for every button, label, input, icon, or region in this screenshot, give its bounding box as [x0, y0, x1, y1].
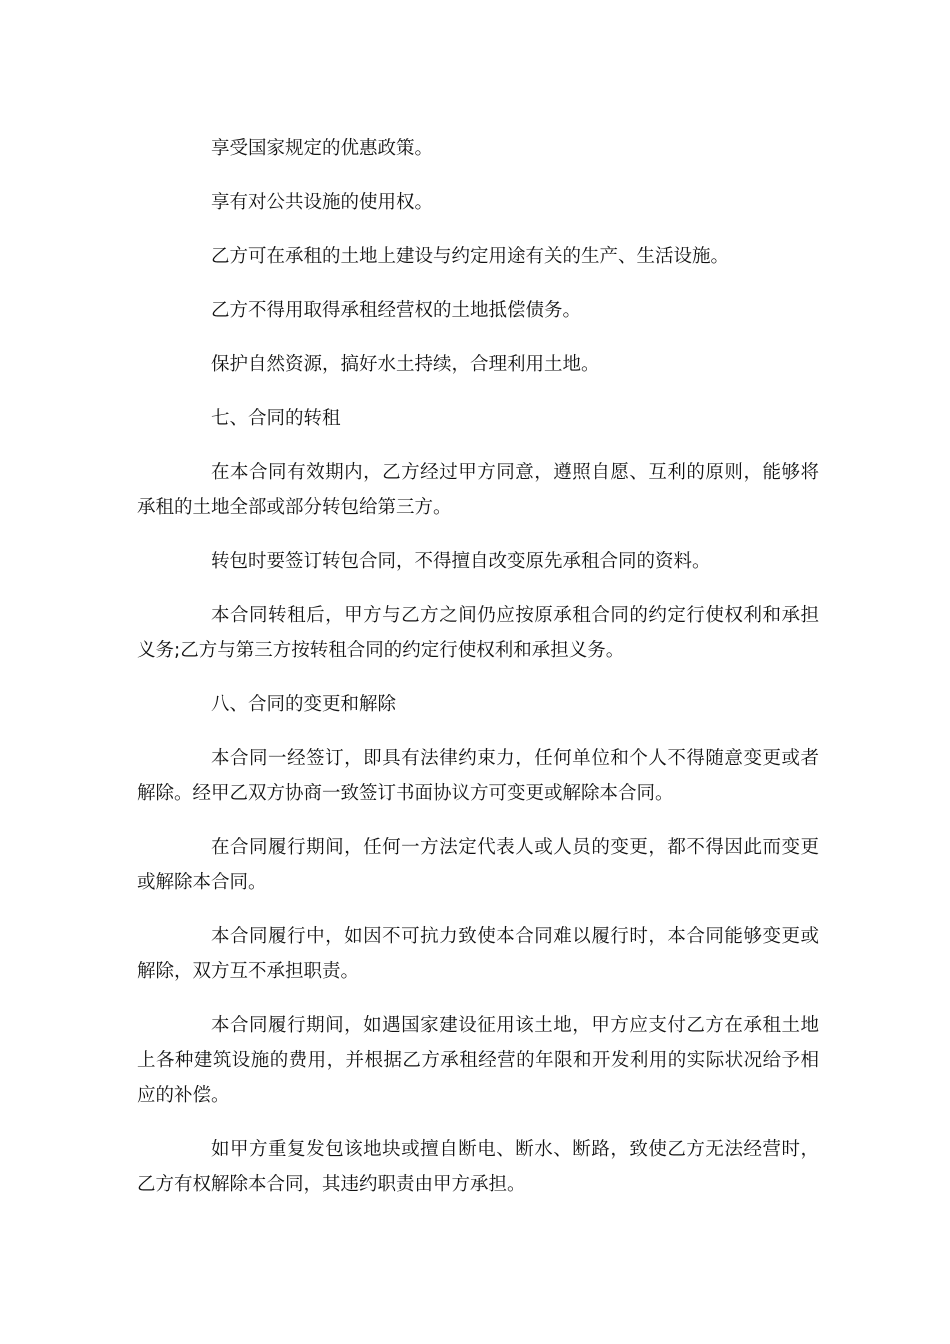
- paragraph-preferential-policy: 享受国家规定的优惠政策。: [211, 138, 434, 159]
- section-heading-sublease: 七、合同的转租: [211, 408, 341, 429]
- paragraph-sublease-permission: 在本合同有效期内，乙方经过甲方同意，遵照自愿、互利的原则，能够将承租的土地全部或部分转包给第三方。: [137, 462, 819, 518]
- paragraph-no-debt-offset: 乙方不得用取得承租经营权的土地抵偿债务。: [211, 300, 582, 321]
- section-heading-change-termination: 八、合同的变更和解除: [211, 694, 397, 715]
- paragraph-representative-change: 在合同履行期间，任何一方法定代表人或人员的变更，都不得因此而变更或解除本合同。: [137, 837, 819, 893]
- paragraph-force-majeure: 本合同履行中，如因不可抗力致使本合同难以履行时，本合同能够变更或解除，双方互不承担职责。: [137, 926, 819, 982]
- paragraph-party-a-breach: 如甲方重复发包该地块或擅自断电、断水、断路，致使乙方无法经营时，乙方有权解除本合同，其违约职责由甲方承担。: [137, 1139, 819, 1195]
- paragraph-resource-protection: 保护自然资源，搞好水土持续，合理利用土地。: [211, 354, 600, 375]
- paragraph-sublease-obligations: 本合同转租后，甲方与乙方之间仍应按原承租合同的约定行使权利和承担义务;乙方与第三方按转租合同的约定行使权利和承担义务。: [137, 605, 819, 661]
- paragraph-public-facilities: 享有对公共设施的使用权。: [211, 192, 434, 213]
- paragraph-state-requisition: 本合同履行期间，如遇国家建设征用该土地，甲方应支付乙方在承租土地上各种建筑设施的费用，并根据乙方承租经营的年限和开发利用的实际状况给予相应的补偿。: [137, 1015, 819, 1106]
- paragraph-sublease-contract: 转包时要签订转包合同，不得擅自改变原先承租合同的资料。: [211, 551, 711, 572]
- document-body: [137, 131, 819, 1221]
- paragraph-construction-rights: 乙方可在承租的土地上建设与约定用途有关的生产、生活设施。: [211, 246, 730, 267]
- paragraph-legal-binding: 本合同一经签订，即具有法律约束力，任何单位和个人不得随意变更或者解除。经甲乙双方协商一致签订书面协议方可变更或解除本合同。: [137, 748, 819, 804]
